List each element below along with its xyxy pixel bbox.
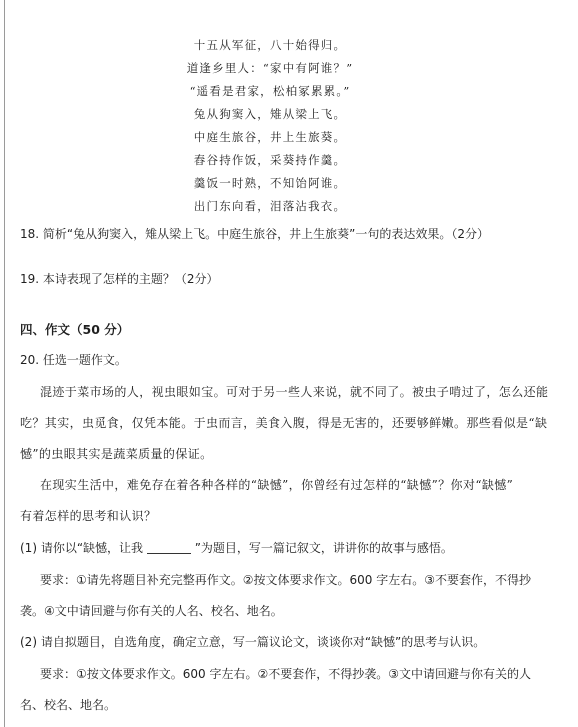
option-2-prompt: (2) 请自拟题目，自选角度，确定立意，写一篇议论文，谈谈你对“缺憾”的思考与认识。: [20, 635, 486, 649]
question-20: 20. 任选一题作文。: [20, 353, 127, 367]
passage-line: 吃？其实，虫觅食，仅凭本能。于虫而言，美食入腹，得是无害的，还要够鲜嫩。那些看似是“缺: [20, 416, 548, 430]
option-1-suffix: ”为题目，写一篇记叙文，讲讲你的故事与感悟。: [194, 541, 453, 555]
option-2-requirements: 要求：①按文体要求作文。600 字左右。②不要套作，不得抄袭。③文中请回避与你有关的人: [40, 667, 531, 681]
poem-line: 十五从军征，八十始得归。: [193, 38, 347, 52]
option-1-prompt: [20, 540, 556, 556]
section-heading-composition: 四、作文（50 分）: [20, 322, 130, 337]
option-2-requirements-cont: 名、校名、地名。: [20, 698, 117, 712]
option-1-prefix: (1) 请你以“缺憾，让我: [20, 541, 144, 555]
passage-line: 有着怎样的思考和认识？: [20, 509, 157, 523]
poem-line: “遥看是君家，松柏冢累累。”: [189, 84, 351, 98]
poem-line: 兔从狗窦入，雉从梁上飞。: [193, 107, 347, 121]
poem-block: [0, 34, 540, 218]
poem-line: 中庭生旅谷，井上生旅葵。: [193, 130, 347, 144]
passage-line: 混迹于菜市场的人，视虫眼如宝。可对于另一些人来说，就不同了。被虫子啃过了，怎么还能: [40, 385, 549, 399]
poem-line: 道逢乡里人：“家中有阿谁？”: [186, 61, 354, 75]
passage-line: 憾”的虫眼其实是蔬菜质量的保证。: [20, 447, 213, 461]
question-19: 19. 本诗表现了怎样的主题？（2分）: [20, 272, 219, 286]
poem-line: 舂谷持作饭，采葵持作羹。: [193, 153, 347, 167]
option-1-requirements: 要求：①请先将题目补充完整再作文。②按文体要求作文。600 字左右。③不要套作，不得抄: [40, 573, 531, 587]
title-blank: [147, 541, 191, 554]
poem-line: 羹饭一时熟，不知饴阿谁。: [193, 176, 347, 190]
option-1-requirements-cont: 袭。④文中请回避与你有关的人名、校名、地名。: [20, 604, 283, 618]
poem-line: 出门东向看，泪落沾我衣。: [193, 199, 347, 213]
question-18: 18. 简析“兔从狗窦入，雉从梁上飞。中庭生旅谷，井上生旅葵”一句的表达效果。（2分）: [20, 227, 489, 241]
passage-line: 在现实生活中，难免存在着各种各样的“缺憾”，你曾经有过怎样的“缺憾”？你对“缺憾”: [40, 478, 514, 492]
